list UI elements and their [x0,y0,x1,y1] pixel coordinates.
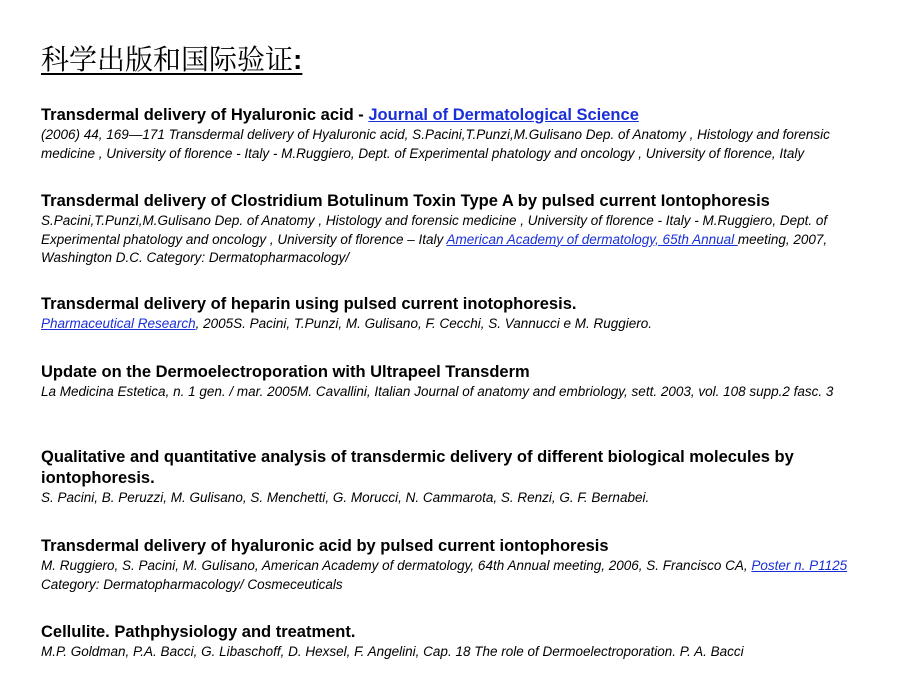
publication-details-text: , 2005S. Pacini, T.Punzi, M. Gulisano, F. Cecchi, S. Vannucci e M. Ruggiero. [195,316,653,331]
publication-title-text: Transdermal delivery of Hyaluronic acid - [41,106,369,124]
publication-entry [41,294,879,334]
poster-link[interactable]: Poster n. P1125 [751,558,848,573]
publication-title [41,105,879,126]
publication-title: Cellulite. Pathphysiology and treatment. [41,623,356,641]
publication-entry [41,622,879,662]
publication-title: Transdermal delivery of hyaluronic acid by pulsed current iontophoresis [41,537,609,555]
publication-entry [41,362,879,402]
publication-details-text: S.Pacini,T.Punzi,M.Gulisano Dep. of Anatomy , Histology and forensic medicine , University of florence - Italy - M.Ruggiero, Dept. of Experimental phatology and oncology , University of florence – Italy [41,213,828,247]
publication-details: M.P. Goldman, P.A. Bacci, G. Libaschoff, D. Hexsel, F. Angelini, Cap. 18 The role of Dermoelectroporation. P. A. Bacci [41,644,744,659]
publication-title: Transdermal delivery of heparin using pulsed current inotophoresis. [41,295,577,313]
publication-title: Qualitative and quantitative analysis of transdermic delivery of different biological molecules by iontophoresis. [41,448,794,487]
publication-title: Update on the Dermoelectroporation with Ultrapeel Transderm [41,363,530,381]
page-title [41,38,302,78]
publication-details: (2006) 44, 169—171 Transdermal delivery of Hyaluronic acid, S.Pacini,T.Punzi,M.Gulisano Dep. of Anatomy , Histology and forensic medicine , University of florence - Italy - M.Ruggiero, Dept. of Experimental phatology and oncology , University of florence, Italy [41,127,830,161]
page-title-colon: : [293,44,303,75]
journal-link[interactable]: Pharmaceutical Research [41,316,196,331]
publication-details [41,557,879,594]
publication-details [41,315,879,334]
publication-entry [41,191,879,268]
publication-details-text: M. Ruggiero, S. Pacini, M. Gulisano, American Academy of dermatology, 64th Annual meeting, 2006, S. Francisco CA, [41,558,752,573]
conference-link[interactable]: American Academy of dermatology, 65th Annual [446,231,738,247]
publication-entry [41,536,879,594]
publication-details: La Medicina Estetica, n. 1 gen. / mar. 2005M. Cavallini, Italian Journal of anatomy and embriology, sett. 2003, vol. 108 supp.2 fasc. 3 [41,384,834,399]
journal-link[interactable]: Journal of Dermatological Science [368,106,639,124]
page-title-text: 科学出版和国际验证 [41,43,294,76]
publication-title: Transdermal delivery of Clostridium Botulinum Toxin Type A by pulsed current Iontophoresis [41,192,770,210]
publication-details-text: meeting, 2007, Washington D.C. Category: Dermatopharmacology/ [41,231,828,265]
publication-entry [41,447,879,508]
publication-details: S. Pacini, B. Peruzzi, M. Gulisano, S. Menchetti, G. Morucci, N. Cammarota, S. Renzi, G. F. Bernabei. [41,490,650,505]
publication-entry [41,105,879,163]
publication-details [41,212,879,268]
publication-details-text: Category: Dermatopharmacology/ Cosmeceuticals [41,576,343,592]
